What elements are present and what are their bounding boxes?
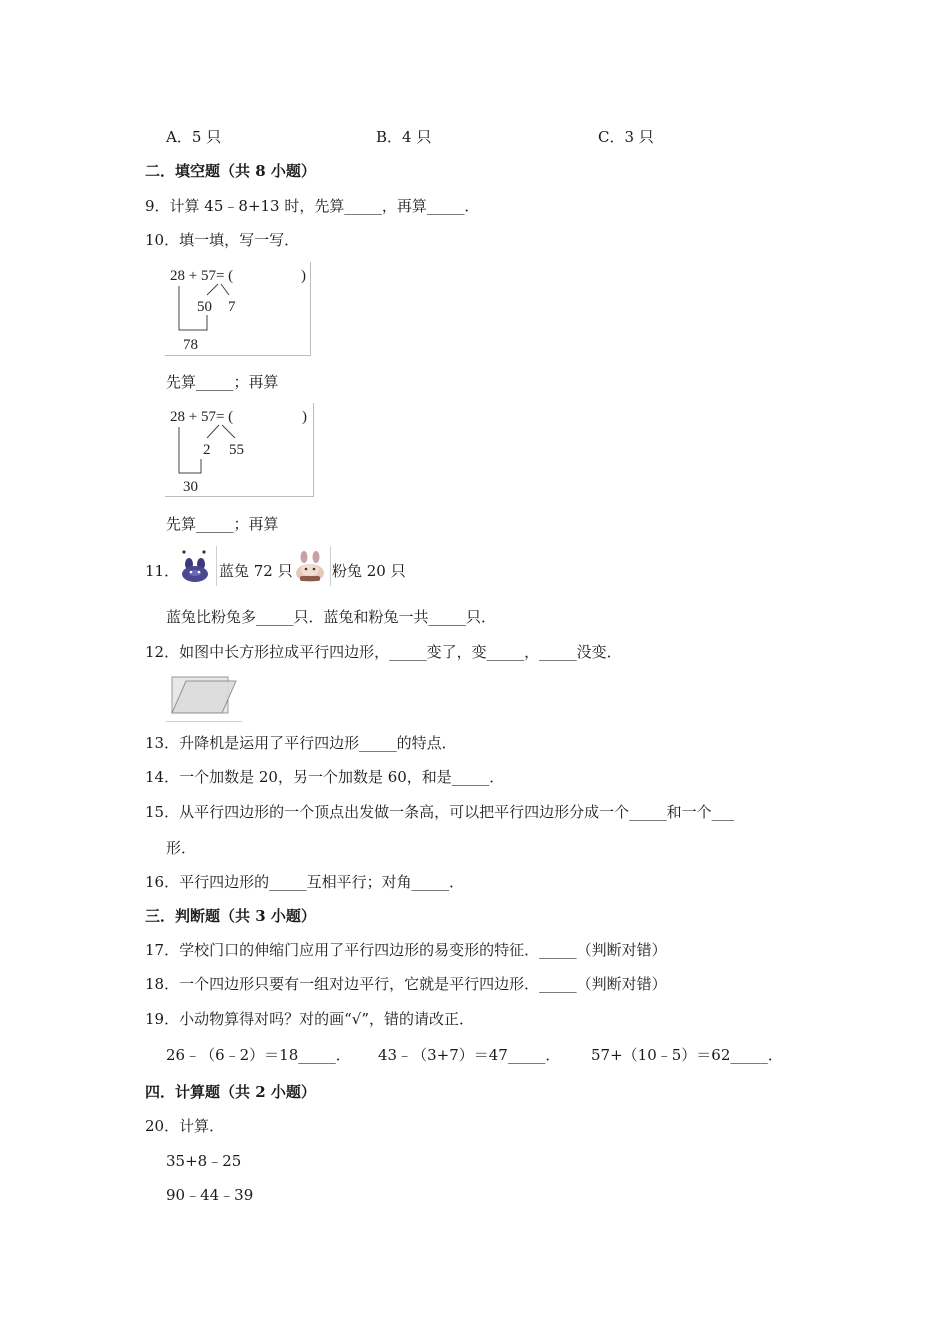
split-diagram-1 <box>165 262 311 356</box>
question-9: 9．计算 45﹣8+13 时，先算_____，再算_____． <box>145 197 480 215</box>
question-11-number: 11． <box>145 562 180 580</box>
question-20: 20．计算． <box>145 1117 225 1135</box>
question-11-text: 蓝兔比粉兔多_____只．蓝兔和粉兔一共_____只． <box>166 608 497 626</box>
fig1-split-a: 50 <box>197 299 212 315</box>
question-17: 17．学校门口的伸缩门应用了平行四边形的易变形的特征．_____（判断对错） <box>145 941 667 959</box>
split-diagram-2 <box>165 403 314 497</box>
question-20-expr-2: 90﹣44﹣39 <box>166 1186 254 1204</box>
question-19-item-1: 26﹣（6﹣2）＝18_____． <box>166 1046 351 1064</box>
pink-rabbit-image <box>290 546 331 586</box>
fig1-close-paren: ) <box>301 268 306 284</box>
option-a: A．5 只 <box>166 128 222 146</box>
fig1-caption: 先算_____；再算 <box>166 373 279 391</box>
parallelogram-figure <box>166 673 242 722</box>
question-19-item-3: 57+（10﹣5）＝62_____． <box>591 1046 783 1064</box>
question-20-expr-1: 35+8﹣25 <box>166 1152 242 1170</box>
question-14: 14．一个加数是 20，另一个加数是 60，和是_____． <box>145 768 505 786</box>
section-heading-fill-in: 二．填空题（共 8 小题） <box>145 162 316 180</box>
question-13: 13．升降机是运用了平行四边形_____的特点． <box>145 734 457 752</box>
fig1-equation: 28 + 57= ( <box>170 268 234 284</box>
question-12: 12．如图中长方形拉成平行四边形，_____变了，变_____，_____没变． <box>145 643 622 661</box>
question-15-line2: 形． <box>166 839 197 857</box>
blue-rabbit-image <box>176 546 217 586</box>
fig2-caption: 先算_____；再算 <box>166 515 279 533</box>
question-19-item-2: 43﹣（3+7）＝47_____． <box>378 1046 561 1064</box>
question-15-line1: 15．从平行四边形的一个顶点出发做一条高，可以把平行四边形分成一个_____和一个___ <box>145 803 735 821</box>
question-10: 10．填一填，写一写． <box>145 231 300 249</box>
pink-rabbit-label: 粉兔 20 只 <box>332 562 406 580</box>
fig2-result: 30 <box>183 479 198 495</box>
fig1-split-b: 7 <box>228 299 236 315</box>
question-19: 19．小动物算得对吗？对的画“√”，错的请改正． <box>145 1010 474 1028</box>
option-c: C．3 只 <box>598 128 654 146</box>
fig2-equation: 28 + 57= ( <box>170 409 234 425</box>
section-heading-judge: 三．判断题（共 3 小题） <box>145 907 316 925</box>
option-b: B．4 只 <box>376 128 432 146</box>
blue-rabbit-label: 蓝兔 72 只 <box>219 562 293 580</box>
fig2-close-paren: ) <box>302 409 307 425</box>
section-heading-calc: 四．计算题（共 2 小题） <box>145 1083 316 1101</box>
question-18: 18．一个四边形只要有一组对边平行，它就是平行四边形．_____（判断对错） <box>145 975 667 993</box>
fig2-split-a: 2 <box>203 442 211 458</box>
fig1-result: 78 <box>183 337 198 353</box>
question-16: 16．平行四边形的_____互相平行；对角_____． <box>145 873 465 891</box>
fig2-split-b: 55 <box>229 442 244 458</box>
